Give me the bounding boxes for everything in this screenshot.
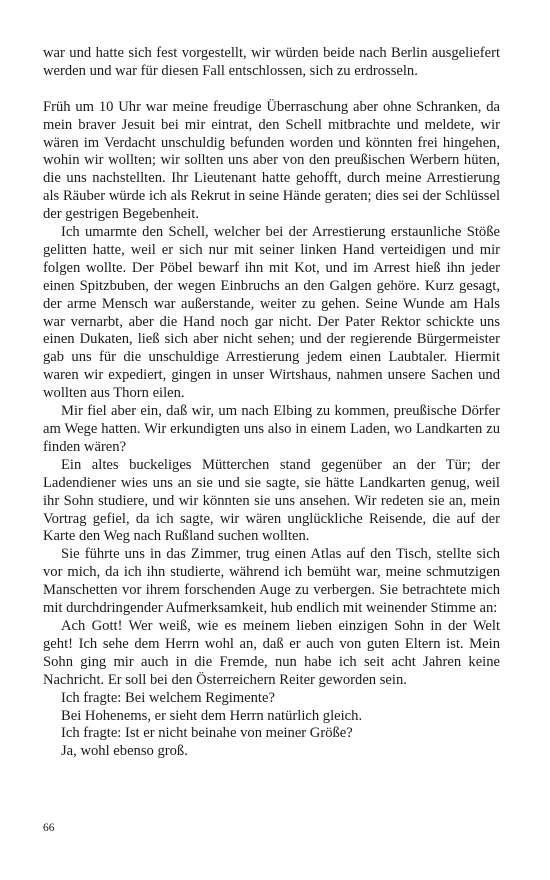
paragraph-1: war und hatte sich fest vorgestellt, wir würden beide nach Berlin ausgeliefert werden und war für diesen Fall entschlossen, sich zu erdrosseln. [43,45,500,79]
paragraph-10: Ich fragte: Ist er nicht beinahe von meiner Größe? [61,725,353,742]
paragraph-8: Ich fragte: Bei welchem Regimente? [61,689,275,706]
section-gap [43,81,500,99]
paragraph-3: Ich umarmte den Schell, welcher bei der Arrestierung erstaunliche Stöße gelitten hatte, weil er sich nur mit seiner linken Hand verteidigen und mir folgen wollte. Der Pöbel bewarf ihn mit Kot, und im Arrest hieß ihn jeder einen Spitzbuben, der wegen Einbruchs an den Galgen gehöre. Kurz gesagt, der arme Mensch war außerstande, weiter zu gehen. Seine Wunde am Hals war vernarbt, aber die Hand noch gar nicht. Der Pater Rektor schickte uns einen Dukaten, ließ sich aber nicht sehen; und der regierende Bürgermeister gab uns für die unschuldige Arrestierung jedem einen Laubtaler. Hiermit waren wir expediert, gingen in unser Wirtshaus, nahmen unsere Sachen und wollten aus Thorn eilen. [43,224,500,402]
paragraph-9: Bei Hohenems, er sieht dem Herrn natürlich gleich. [61,707,363,724]
paragraph-5: Ein altes buckeliges Mütterchen stand gegenüber an der Tür; der Ladendiener wies uns an sie und sie sagte, sie hätte Landkarten genug, weil ihr Sohn studiere, und wir könnten sie uns ansehen. Wir redeten sie an, mein Vortrag gefiel, da ich sagte, wir wären unglückliche Reisende, die auf der Karte den Weg nach Rußland suchen wollten. [43,456,500,545]
paragraph-7: Ach Gott! Wer weiß, wie es meinem lieben einzigen Sohn in der Welt geht! Ich sehe dem Herrn wohl an, daß er auch von guten Eltern ist. Mein Sohn ging mir auch in die Fremde, nun habe ich seit acht Jahren keine Nachricht. Er soll bei den Österreichern Reiter geworden sein. [43,617,500,688]
paragraph-4: Mir fiel aber ein, daß wir, um nach Elbing zu kommen, preußische Dörfer am Wege hatten. Wir erkundigten uns also in einem Laden, wo Landkarten zu finden wären? [43,403,500,455]
paragraph-6: Sie führte uns in das Zimmer, trug einen Atlas auf den Tisch, stellte sich vor mich, da ich ihn studierte, während ich bemüht war, meine schmutzigen Manschetten vor ihrem forschenden Auge zu verbergen. Sie betrachtete mich mit durchdringender Aufmerksamkeit, hub endlich mit weinender Stimme an: [43,546,500,617]
book-page-text [43,45,500,761]
page-number: 66 [43,822,55,834]
paragraph-2: Früh um 10 Uhr war meine freudige Überraschung aber ohne Schranken, da mein braver Jesuit bei mir eintrat, den Schell mitbrachte und meldete, wir wären im Verdacht unschuldig befunden worden und könnten frei hingehen, wohin wir wollten; wir sollten uns aber von den preußischen Werbern hüten, die uns nachstellten. Ihr Lieutenant hatte gehofft, durch meine Arrestierung als Räuber würde ich als Rekrut in seine Hände geraten; dies sei der Schlüssel der gestrigen Begebenheit. [43,98,500,223]
paragraph-11: Ja, wohl ebenso groß. [61,743,188,760]
